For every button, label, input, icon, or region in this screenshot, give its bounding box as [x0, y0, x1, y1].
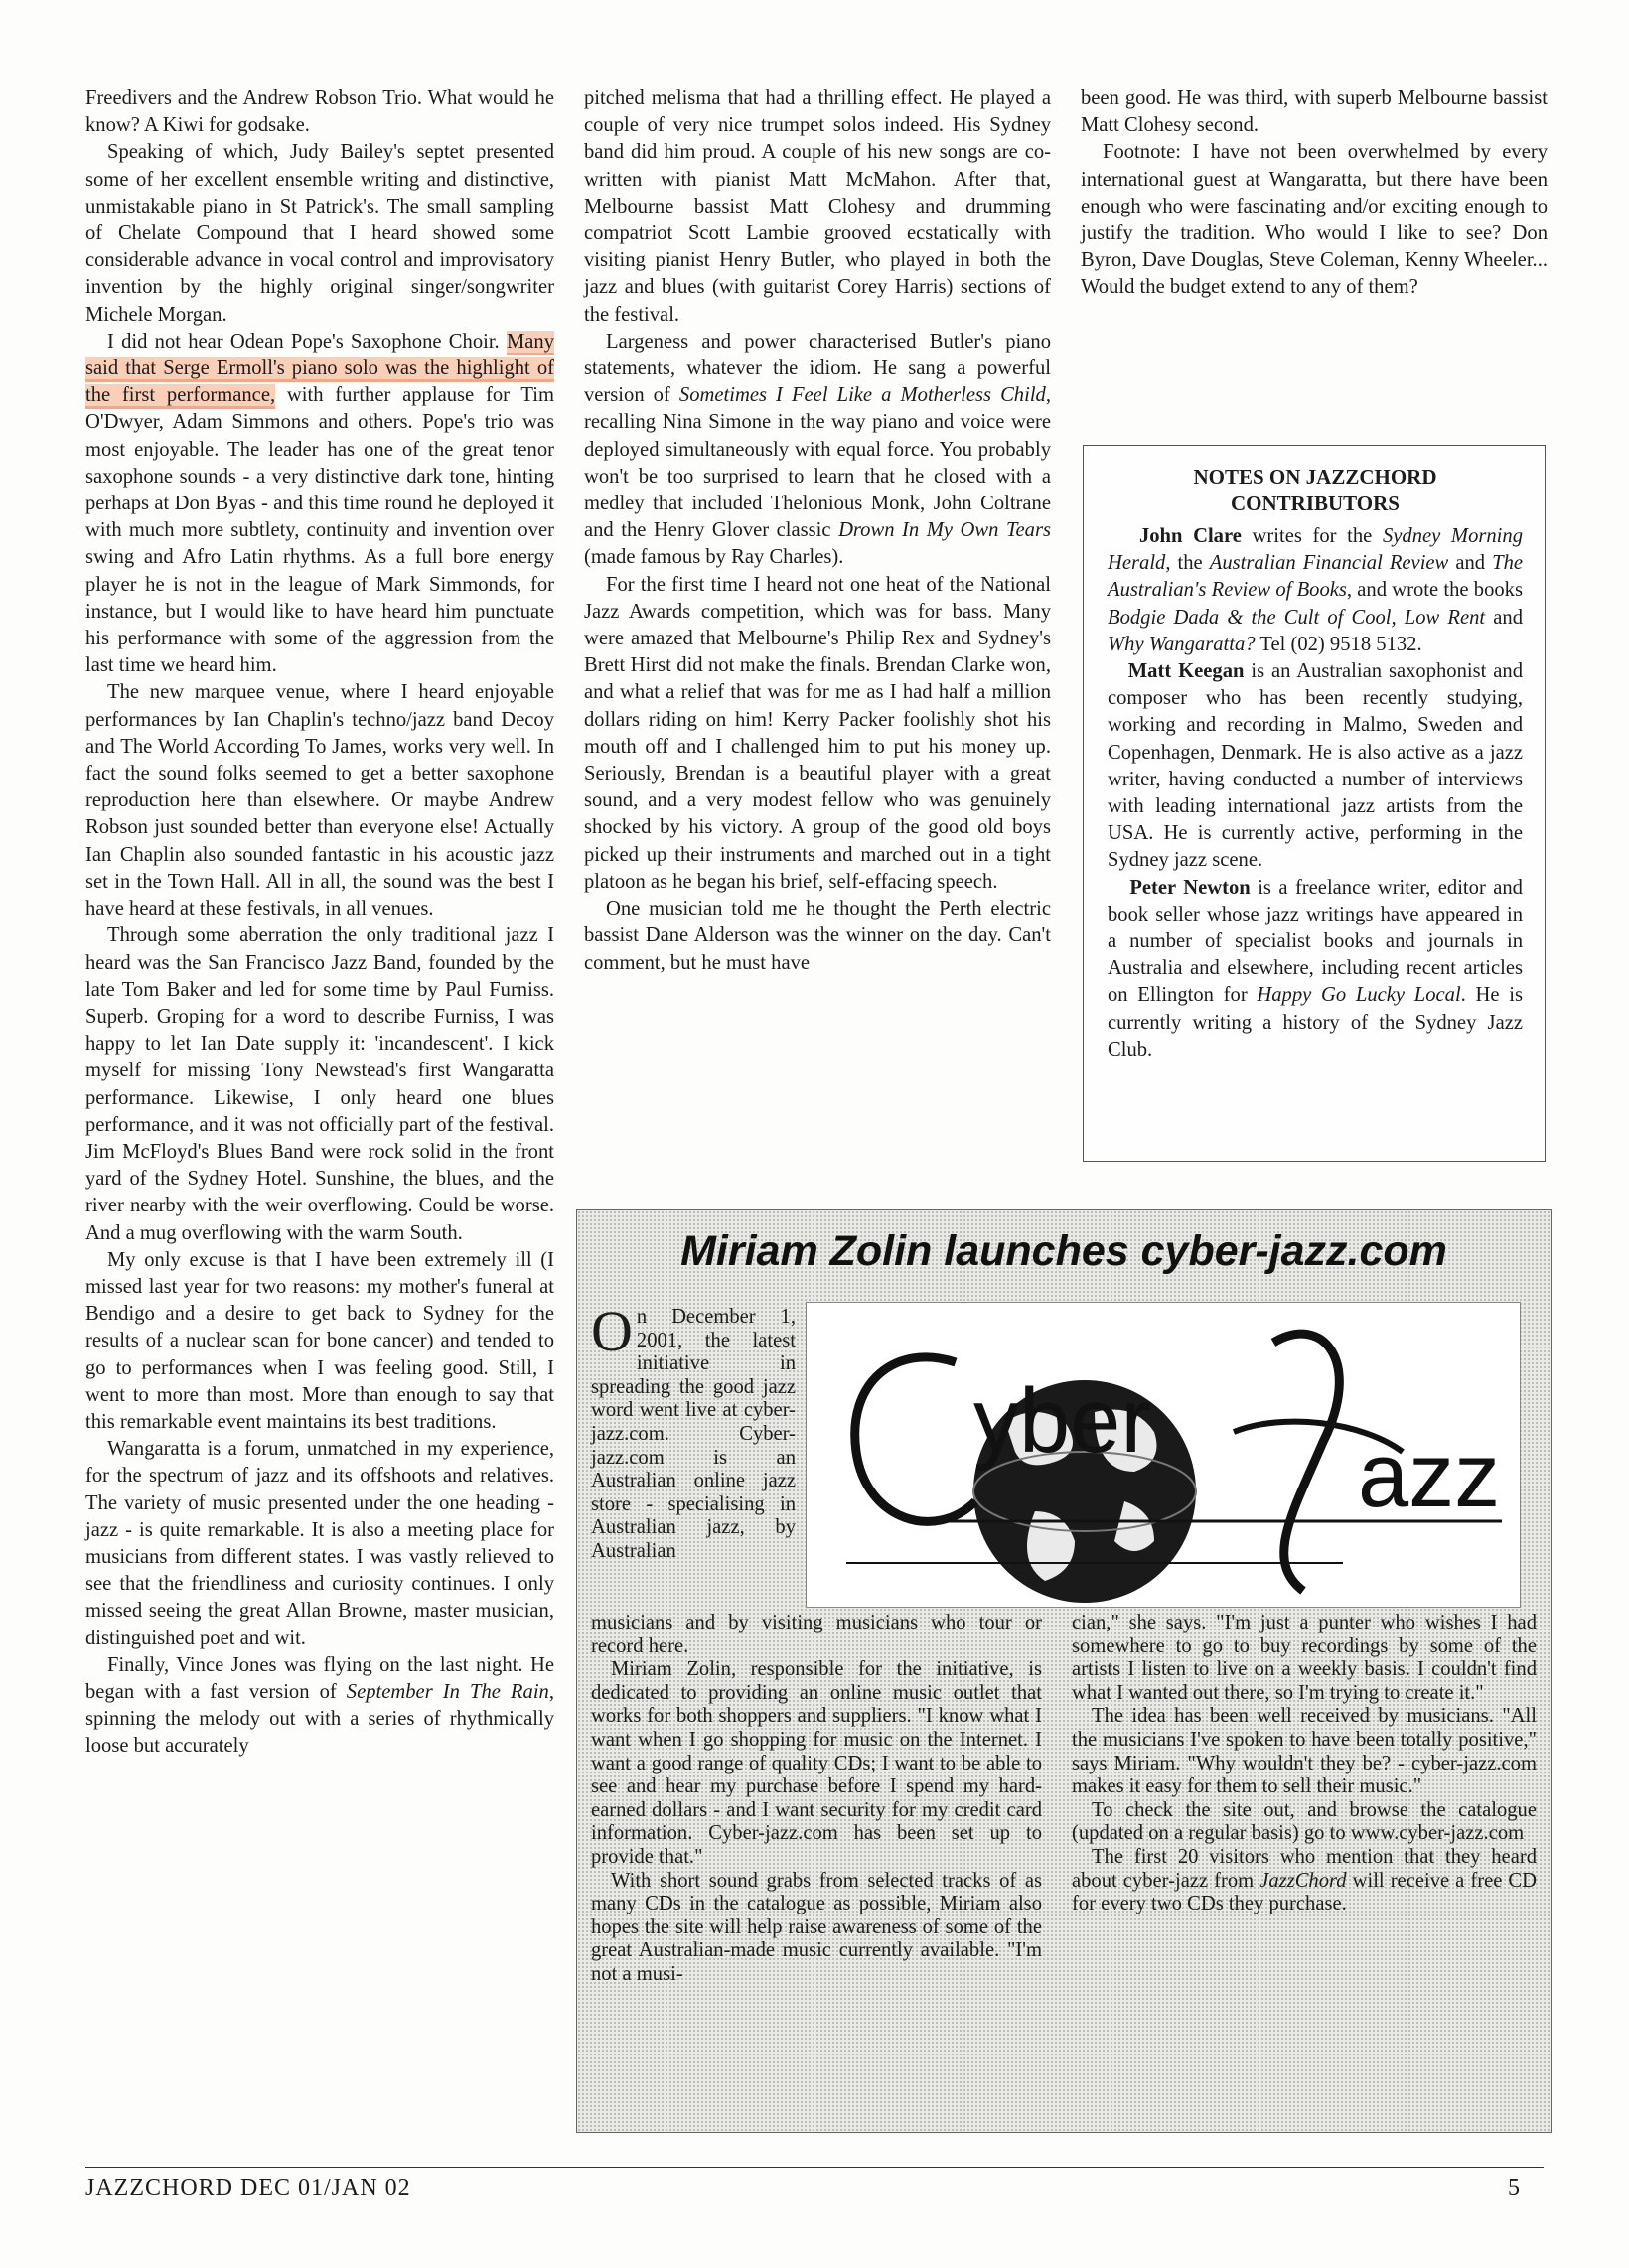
- paragraph: Footnote: I have not been overwhelmed by every international guest at Wangaratta, but there have been enough who were fascinating and/or exciting enough to justify the tradition. Who would I like to see? Don Byron, Dave Douglas, Steve Coleman, Kenny Wheeler... Would the budget extend to any of them?: [1081, 141, 1548, 299]
- paragraph: I did not hear Odean Pope's Saxophone Choir. Many said that Serge Ermoll's piano solo was the highlight of the first performance, with further applause for Tim O'Dwyer, Adam Simmons and others. Pope's trio was most enjoyable. The leader has one of the great tenor saxophone sounds - a very distinctive dark tone, hinting perhaps at Don Byas - and this time round he deployed it with much more subtlety, continuity and invention over swing and Afro Latin rhythms. As a full bore energy player he is not in the league of Mark Simmonds, for instance, but I would like to have heard him punctuate his performance with some of the aggression from the last time we heard him.: [85, 330, 554, 677]
- paragraph: Miriam Zolin, responsible for the initiative, is dedicated to providing an online music outlet that works for both shoppers and suppliers. "I know what I want when I go shopping for music on the Internet. I want a good range of quality CDs; I want to be able to see and hear my purchase before I spend my hard-earned dollars - and I want security for my credit card information. Cyber-jazz.com has been set up to provide that.": [591, 1658, 1042, 1868]
- contributor-peter-newton: Peter Newton is a freelance writer, editor and book seller whose jazz writings have appeared in a number of specialist books and journals in Australia and elsewhere, including recent articles on Ellington for Happy Go Lucky Local. He is currently writing a history of the Sydney Jazz Club.: [1108, 876, 1523, 1061]
- footer-divider: [85, 2167, 1544, 2168]
- cyberjazz-feature-box: [576, 1209, 1552, 2133]
- paragraph: Wangaratta is a forum, unmatched in my experience, for the spectrum of jazz and its offshoots and relatives. The variety of music presented under the one heading - jazz - is quite remarkable. It is also a meeting place for musicians from different states. I was vastly relieved to see that the friendliness and curiosity continues. I only missed seeing the great Allan Browne, master musician, distinguished poet and wit.: [85, 1438, 554, 1649]
- paragraph: pitched melisma that had a thrilling effect. He played a couple of very nice trumpet solos indeed. His Sydney band did him proud. A couple of his new songs are co-written with pianist Matt McMahon. After that, Melbourne bassist Matt Clohesy and drumming compatriot Scott Lambie grooved ecstatically with visiting pianist Henry Butler, who played in both the jazz and blues (with guitarist Corey Harris) sections of the festival.: [584, 87, 1051, 326]
- highlighted-text: Many said that Serge Ermoll's piano solo was the highlight of the first performance,: [85, 331, 554, 409]
- logo-text-jazz: azz: [1358, 1425, 1501, 1526]
- paragraph: The idea has been well received by musicians. "All the musicians I've spoken to have been totally positive," says Miriam. "Why wouldn't they be? - cyber-jazz.com makes it easy for them to sell their music.": [1072, 1705, 1537, 1798]
- article-column-1: [85, 85, 554, 1761]
- article-column-2: [584, 85, 1051, 977]
- paragraph: For the first time I heard not one heat of the National Jazz Awards competition, which was for bass. Many were amazed that Melbourne's Philip Rex and Sydney's Brett Hirst did not make the finals. Brendan Clarke won, and what a relief that was for me as I had half a million dollars riding on him! Kerry Packer foolishly shot his mouth off and I challenged him to put his money up. Seriously, Brendan is a beautiful player with a great sound, and a very modest fellow who was genuinely shocked by his victory. A group of the good old boys picked up their instruments and marched out in a tight platoon as he began his brief, self-effacing speech.: [584, 573, 1051, 893]
- paragraph: To check the site out, and browse the catalogue (updated on a regular basis) go to www.cyber-jazz.com: [1072, 1798, 1537, 1845]
- paragraph: been good. He was third, with superb Melbourne bassist Matt Clohesy second.: [1081, 87, 1548, 137]
- logo-text-cyber: yber: [973, 1370, 1151, 1472]
- feature-intro: On December 1, 2001, the latest initiative in spreading the good jazz word went live at cyber-jazz.com. Cyber-jazz.com is an Australian online jazz store - specialising in Australian jazz, by Australian: [591, 1299, 796, 1562]
- paragraph: One musician told me he thought the Perth electric bassist Dane Alderson was the winner on the day. Can't comment, but he must have: [584, 898, 1051, 974]
- globe-logo-icon: [807, 1303, 1520, 1607]
- feature-column-right: [1072, 1612, 1537, 1916]
- paragraph: The first 20 visitors who mention that they heard about cyber-jazz from JazzChord will receive a free CD for every two CDs they purchase.: [1072, 1845, 1537, 1915]
- feature-column-left: [591, 1612, 1042, 1987]
- paragraph: cian," she says. "I'm just a punter who wishes I had somewhere to go to buy recordings by some of the artists I listen to live on a weekly basis. I couldn't find what I wanted out there, so I'm trying to create it.": [1072, 1612, 1537, 1704]
- paragraph: My only excuse is that I have been extremely ill (I missed last year for two reasons: my mother's funeral at Bendigo and a desire to get back to Sydney for the results of a nuclear scan for bone cancer) and tended to go to performances when I was feeling good. Still, I went to more than most. More than enough to say that this remarkable event maintains its best traditions.: [85, 1248, 554, 1433]
- cyberjazz-logo: [806, 1302, 1521, 1608]
- feature-title: Miriam Zolin launches cyber-jazz.com: [680, 1227, 1447, 1275]
- contributor-matt-keegan: Matt Keegan is an Australian saxophonist and composer who has been recently studying, working and recording in Malmo, Sweden and Copenhagen, Denmark. He is also active as a jazz writer, having conducted a number of interviews with leading international jazz artists from the USA. He is currently active, performing in the Sydney jazz scene.: [1108, 660, 1523, 872]
- paragraph: The new marquee venue, where I heard enjoyable performances by Ian Chaplin's techno/jazz band Decoy and The World According To James, works very well. In fact the sound folks seemed to get a better saxophone reproduction here than elsewhere. Or maybe Andrew Robson just sounded better than everyone else! Actually Ian Chaplin also sounded fantastic in his acoustic jazz set in the Town Hall. All in all, the sound was the best I have heard at these festivals, in all venues.: [85, 681, 554, 921]
- drop-cap: O: [591, 1299, 633, 1363]
- contributors-notes-box: [1083, 445, 1546, 1162]
- paragraph: musicians and by visiting musicians who tour or record here.: [591, 1612, 1042, 1657]
- paragraph: Finally, Vince Jones was flying on the last night. He began with a fast version of September In The Rain, spinning the melody out with a series of rhythmically loose but accurately: [85, 1653, 554, 1758]
- paragraph: Freedivers and the Andrew Robson Trio. What would he know? A Kiwi for godsake.: [85, 87, 554, 137]
- paragraph: Through some aberration the only traditional jazz I heard was the San Francisco Jazz Band, founded by the late Tom Baker and led for some time by Paul Furniss. Superb. Groping for a word to describe Furniss, I was happy to let Ian Date supply it: 'incandescent'. I kick myself for missing Tony Newstead's first Wangaratta performance. Likewise, I only heard one blues performance, and it was not officially part of the festival. Jim McFloyd's Blues Band were rock solid in the front yard of the Sydney Hotel. Sunshine, the blues, and the river nearby with the weir overflowing. Could be worse. And a mug overflowing with the warm South.: [85, 924, 554, 1244]
- footer-issue: JAZZCHORD DEC 01/JAN 02: [85, 2175, 411, 2200]
- article-column-3: [1081, 85, 1548, 302]
- paragraph: Largeness and power characterised Butler's piano statements, whatever the idiom. He sang a powerful version of Sometimes I Feel Like a Motherless Child, recalling Nina Simone in the way piano and voice were deployed simultaneously with equal force. You probably won't be too surprised to learn that he closed with a medley that included Thelonious Monk, John Coltrane and the Henry Glover classic Drown In My Own Tears (made famous by Ray Charles).: [584, 330, 1051, 569]
- contributor-john-clare: John Clare writes for the Sydney Morning Herald, the Australian Financial Review and The Australian's Review of Books, and wrote the books Bodgie Dada & the Cult of Cool, Low Rent and Why Wangaratta? Tel (02) 9518 5132.: [1108, 525, 1524, 655]
- page-number: 5: [1508, 2175, 1520, 2200]
- paragraph: With short sound grabs from selected tracks of as many CDs in the catalogue as possible, Miriam also hopes the site will help raise awareness of some of the great Australian-made music currently available. "I'm not a musi-: [591, 1869, 1042, 1985]
- paragraph: Speaking of which, Judy Bailey's septet presented some of her excellent ensemble writing and distinctive, unmistakable piano in St Patrick's. The small sampling of Chelate Compound that I heard showed some considerable advance in vocal control and improvisatory invention by the highly original singer/songwriter Michele Morgan.: [85, 141, 554, 326]
- notes-title: NOTES ON JAZZCHORD CONTRIBUTORS: [1193, 465, 1437, 515]
